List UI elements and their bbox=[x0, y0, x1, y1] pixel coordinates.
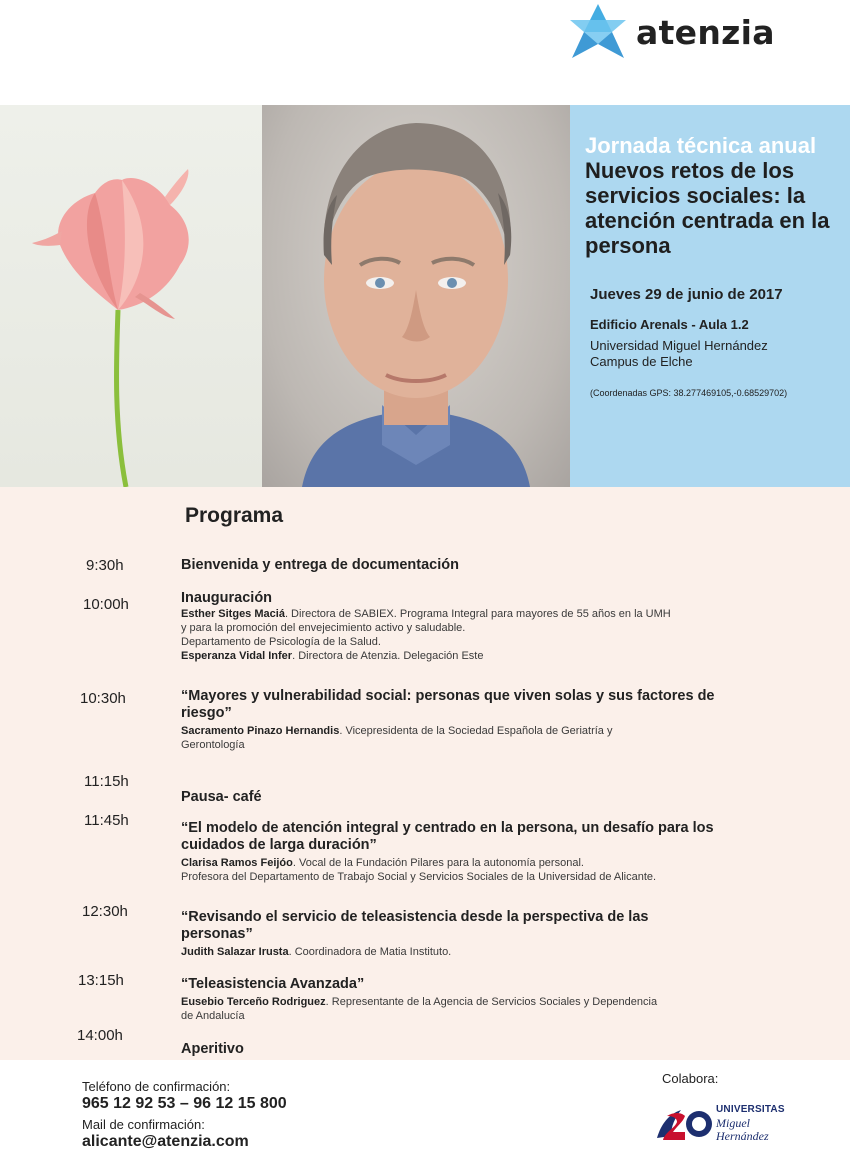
event-campus: Campus de Elche bbox=[590, 354, 693, 369]
slot-time: 11:15h bbox=[84, 773, 129, 790]
slot-body bbox=[181, 789, 721, 806]
slot-speaker-line bbox=[181, 635, 721, 649]
event-gps-coordinates: (Coordenadas GPS: 38.277469105,-0.68529702) bbox=[590, 388, 788, 398]
slot-time: 13:15h bbox=[78, 972, 124, 989]
slot-body bbox=[181, 1041, 721, 1058]
event-kicker: Jornada técnica anual bbox=[585, 133, 817, 158]
speaker-role: . Vicepresidenta de la Sociedad Española de Geriatría y bbox=[339, 725, 613, 737]
slot-speaker-line bbox=[181, 945, 721, 959]
slot-title: Bienvenida y entrega de documentación bbox=[181, 557, 459, 573]
speaker-role: . Representante de la Agencia de Servicios Sociales y Dependencia bbox=[325, 996, 658, 1008]
program-section bbox=[0, 487, 850, 1060]
slot-speaker-line bbox=[181, 649, 721, 663]
speaker-role: Profesora del Departamento de Trabajo Social y Servicios Sociales de la Universidad de Alicante. bbox=[181, 871, 657, 883]
speaker-name: Judith Salazar Irusta bbox=[181, 946, 289, 958]
speaker-name: Sacramento Pinazo Hernandis bbox=[181, 725, 340, 737]
slot-time: 10:00h bbox=[83, 596, 129, 613]
speaker-role: . Coordinadora de Matia Instituto. bbox=[288, 946, 452, 958]
speaker-role: Departamento de Psicología de la Salud. bbox=[181, 636, 381, 648]
slot-body bbox=[181, 688, 721, 752]
speaker-role: de Andalucía bbox=[181, 1010, 245, 1022]
partner-name-line2: Miguel bbox=[716, 1116, 750, 1130]
slot-title: Aperitivo bbox=[181, 1041, 244, 1057]
umh-logo bbox=[655, 1100, 795, 1146]
slot-time: 11:45h bbox=[84, 812, 129, 829]
slot-title: “Teleasistencia Avanzada” bbox=[181, 976, 365, 992]
slot-time: 12:30h bbox=[82, 903, 128, 920]
event-title: Nuevos retos de los servicios sociales: la atención centrada en la persona bbox=[585, 158, 830, 258]
slot-title: “Mayores y vulnerabilidad social: personas que viven solas y sus factores de riesgo” bbox=[181, 688, 715, 721]
tulip-image bbox=[0, 105, 262, 487]
slot-speaker-line bbox=[181, 607, 721, 621]
slot-time: 14:00h bbox=[77, 1027, 123, 1044]
event-building: Edificio Arenals - Aula 1.2 bbox=[590, 317, 749, 332]
atenzia-star-icon bbox=[566, 2, 630, 62]
slot-time: 9:30h bbox=[86, 557, 124, 574]
phone-number[interactable]: 965 12 92 53 – 96 12 15 800 bbox=[82, 1095, 287, 1112]
speaker-role: . Vocal de la Fundación Pilares para la autonomía personal. bbox=[292, 857, 584, 869]
speaker-role: Gerontología bbox=[181, 739, 245, 751]
mail-address[interactable]: alicante@atenzia.com bbox=[82, 1133, 249, 1150]
brand-name: atenzia bbox=[636, 12, 775, 52]
hero-banner bbox=[0, 105, 850, 487]
slot-speaker-line bbox=[181, 995, 721, 1009]
program-title: Programa bbox=[185, 504, 284, 527]
slot-body bbox=[181, 909, 721, 959]
speaker-role: y para la promoción del envejecimiento activo y saludable. bbox=[181, 622, 466, 634]
speaker-role: . Directora de Atenzia. Delegación Este bbox=[292, 650, 484, 662]
footer bbox=[0, 1060, 850, 1154]
slot-title: “Revisando el servicio de teleasistencia desde la perspectiva de las personas” bbox=[181, 909, 649, 942]
slot-body bbox=[181, 976, 721, 1023]
speaker-role: . Directora de SABIEX. Programa Integral para mayores de 55 años en la UMH bbox=[284, 608, 671, 620]
slot-speaker-line bbox=[181, 1009, 721, 1023]
slot-time: 10:30h bbox=[80, 690, 126, 707]
slot-speaker-line bbox=[181, 724, 721, 738]
slot-title: Pausa- café bbox=[181, 789, 262, 805]
speaker-name: Eusebio Terceño Rodriguez bbox=[181, 996, 326, 1008]
slot-body bbox=[181, 820, 721, 884]
partner-name-line3: Hernández bbox=[716, 1129, 769, 1143]
mail-label: Mail de confirmación: bbox=[82, 1117, 205, 1132]
event-info-panel bbox=[570, 105, 850, 487]
speaker-name: Clarisa Ramos Feijóo bbox=[181, 857, 293, 869]
slot-title: “El modelo de atención integral y centrado en la persona, un desafío para los cuidados de larga duración” bbox=[181, 820, 714, 853]
slot-body bbox=[181, 557, 721, 574]
event-date: Jueves 29 de junio de 2017 bbox=[590, 286, 783, 303]
speaker-name: Esperanza Vidal Infer bbox=[181, 650, 293, 662]
slot-speaker-line bbox=[181, 856, 721, 870]
speaker-name: Esther Sitges Maciá bbox=[181, 608, 285, 620]
portrait-photo bbox=[262, 105, 570, 487]
event-university: Universidad Miguel Hernández bbox=[590, 338, 768, 353]
atenzia-logo bbox=[566, 2, 776, 62]
partner-name-line1: UNIVERSITAS bbox=[716, 1104, 785, 1115]
slot-speaker-line bbox=[181, 738, 721, 752]
header bbox=[0, 0, 850, 105]
slot-body bbox=[181, 590, 721, 663]
collab-label: Colabora: bbox=[662, 1071, 719, 1086]
phone-label: Teléfono de confirmación: bbox=[82, 1079, 231, 1094]
tulip-illustration bbox=[0, 105, 262, 487]
slot-speaker-line bbox=[181, 870, 721, 884]
slot-speaker-line bbox=[181, 621, 721, 635]
portrait-illustration bbox=[262, 105, 570, 487]
slot-title: Inauguración bbox=[181, 590, 273, 606]
umh-mark-icon bbox=[655, 1102, 713, 1142]
